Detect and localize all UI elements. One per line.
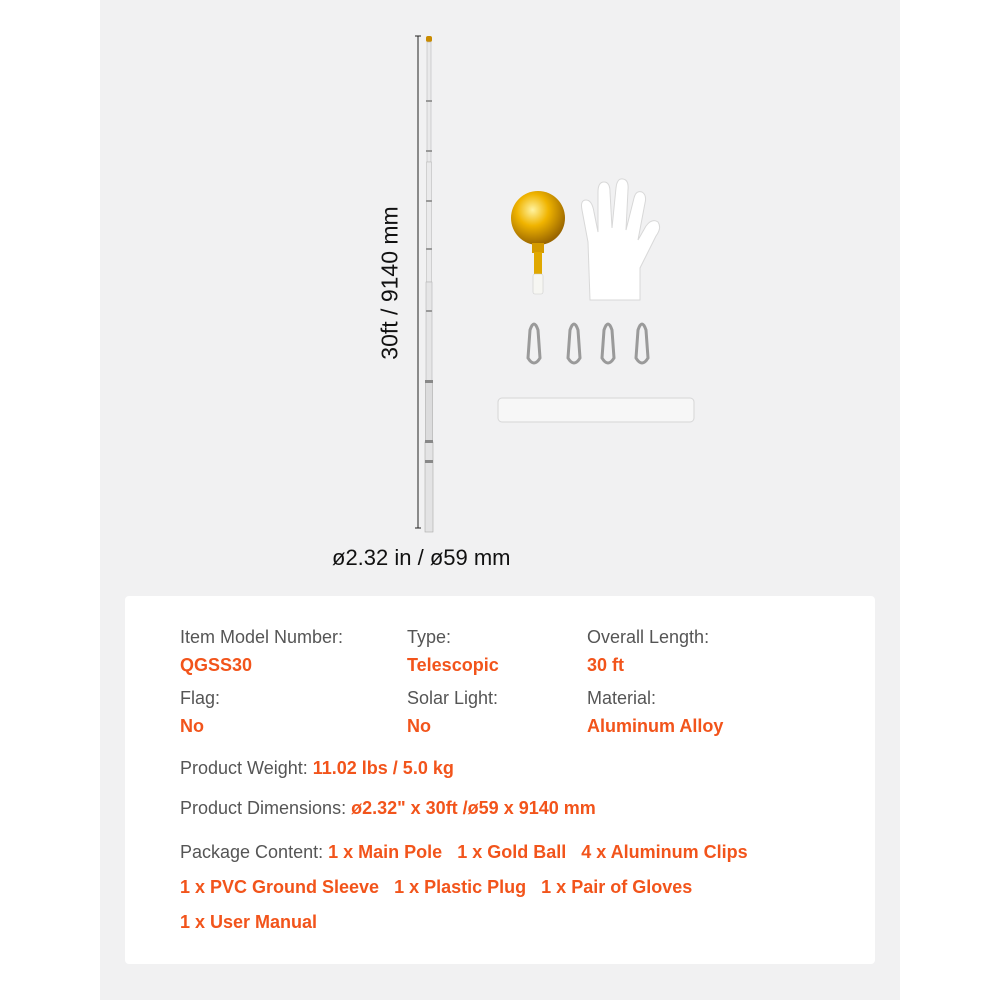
length-dimension-label: 30ft / 9140 mm [376, 206, 403, 360]
package-item: 1 x PVC Ground Sleeve [180, 877, 380, 897]
spec-weight [180, 758, 454, 779]
spec-material-value: Aluminum Alloy [587, 716, 724, 736]
spec-model-value: QGSS30 [180, 655, 253, 675]
package-item: 4 x Aluminum Clips [581, 842, 748, 862]
spec-package-row-1 [180, 842, 748, 863]
spec-solar-label: Solar Light: [407, 688, 499, 708]
package-item: 1 x User Manual [180, 912, 318, 932]
spec-length-label: Overall Length: [587, 627, 710, 647]
spec-material-label: Material: [587, 688, 657, 708]
spec-flag [180, 687, 220, 737]
spec-package-label: Package Content: [180, 842, 324, 862]
spec-weight-label: Product Weight: [180, 758, 308, 778]
spec-flag-value: No [180, 716, 204, 736]
spec-flag-label: Flag: [180, 688, 221, 708]
spec-package-row-2 [180, 877, 692, 898]
spec-length-value: 30 ft [587, 655, 625, 675]
spec-type-value: Telescopic [407, 655, 499, 675]
spec-dimensions [180, 798, 596, 819]
spec-model-label: Item Model Number: [180, 627, 344, 647]
spec-solar-value: No [407, 716, 431, 736]
spec-type-label: Type: [407, 627, 452, 647]
spec-type [407, 626, 499, 676]
package-item: 1 x Plastic Plug [394, 877, 527, 897]
spec-model [180, 626, 343, 676]
spec-dimensions-value: ø2.32" x 30ft /ø59 x 9140 mm [351, 798, 596, 818]
spec-solar [407, 687, 498, 737]
spec-dimensions-label: Product Dimensions: [180, 798, 347, 818]
accessories-image [490, 170, 710, 430]
package-item: 1 x Pair of Gloves [541, 877, 693, 897]
spec-package-row-3 [180, 912, 317, 933]
package-item: 1 x Gold Ball [457, 842, 567, 862]
package-item: 1 x Main Pole [328, 842, 443, 862]
diameter-dimension-label: ø2.32 in / ø59 mm [332, 545, 511, 570]
spec-weight-value: 11.02 lbs / 5.0 kg [312, 758, 454, 778]
specs-card [125, 596, 875, 964]
flagpole-image [405, 30, 445, 540]
spec-length [587, 626, 709, 676]
spec-material [587, 687, 723, 737]
